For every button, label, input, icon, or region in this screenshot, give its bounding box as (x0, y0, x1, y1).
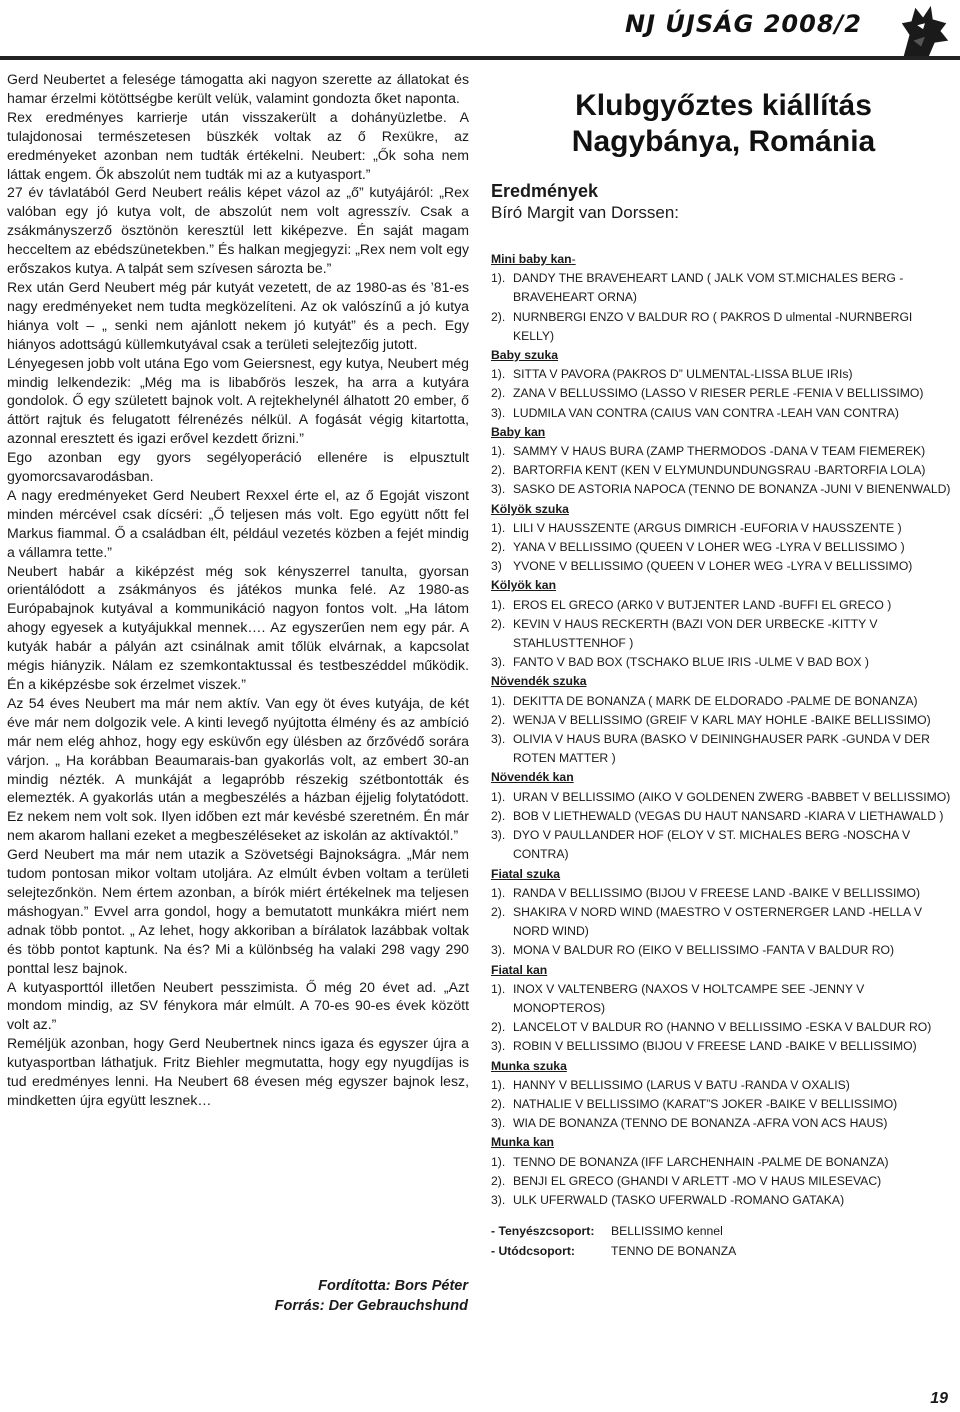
article-paragraph: Gerd Neubertet a felesége támogatta aki nagyon szerette az állatokat és hamar érzelmi kötöttségbe került velük, valamint gondozta őket naponta. (7, 71, 469, 106)
article-paragraph: 27 év távlatából Gerd Neubert reális képet vázol az „ő” kutyájáról: „Rex valóban egy jó kutya volt, de abszolút nem volt agresszív. Csak a zsákmányszerző ösztönön keresztül lett kiképezve. Én saját magam hecceltem az ebédszünetekben.” És halkan megjegyzi: „Rex nem volt egy erőszakos kutya. A talpát sem szívesen sározta be.” (7, 184, 469, 277)
result-entry (491, 1076, 956, 1095)
result-entry (491, 1153, 956, 1172)
dog-entry: BENJI EL GRECO (GHANDI V ARLETT -MO V HAUS MILESEVAC) (513, 1173, 882, 1188)
result-entry (491, 480, 956, 499)
placement: 3). (491, 1116, 506, 1131)
dog-entry: ROBIN V BELLISSIMO (BIJOU V FREESE LAND -BAIKE V BELLISSIMO) (513, 1039, 917, 1054)
summary-label: - Utódcsoport: (491, 1243, 575, 1258)
summary-row (491, 1242, 956, 1262)
dog-entry: TENNO DE BONANZA (IFF LARCHENHAIN -PALME DE BONANZA) (513, 1154, 889, 1169)
result-entry (491, 442, 956, 461)
dog-entry: DYO V PAULLANDER HOF (ELOY V ST. MICHALES BERG -NOSCHA V CONTRA) (513, 828, 911, 862)
dog-entry: ZANA V BELLUSSIMO (LASSO V RIESER PERLE -FENIA V BELLISSIMO) (513, 386, 924, 401)
source-credit: Forrás: Der Gebrauchshund (274, 1298, 468, 1314)
page-number: 19 (930, 1390, 948, 1407)
dog-entry: DANDY THE BRAVEHEART LAND ( JALK VOM ST.MICHALES BERG - BRAVEHEART ORNA) (513, 271, 904, 305)
class-name: Mini baby kan (491, 252, 572, 266)
class-heading (491, 576, 956, 595)
dog-entry: DEKITTA DE BONANZA ( MARK DE ELDORADO -PALME DE BONANZA) (513, 693, 918, 708)
article-credits (240, 1276, 468, 1316)
article-paragraph: Lényegesen jobb volt utána Ego vom Geiersnest, egy kutya, Neubert még mindig lelkendezik: „Még ma is libabőrös leszek, ha arra a kutyára gondolok. Ő egy született bajnok volt. A rejtekhelynél álhatott 20 ember, ő áttört rajtuk és felugatott félrenézés nélkül. A fogását végig kitartotta, azonnal eresztett és igazi erővel kezdett őrizni.” (7, 354, 469, 447)
class-heading (491, 1057, 956, 1076)
result-entry (491, 692, 956, 711)
article-paragraph: A kutyasporttól illetően Neubert pesszimista. Ő még 20 évet ad. „Azt mondom mindig, az SV fénykora már elmúlt. A 70-es 90-es évek között volt az.” (7, 978, 469, 1033)
results-list (491, 250, 956, 1210)
result-entry (491, 596, 956, 615)
class-name: Fiatal szuka (491, 866, 561, 881)
placement: 2). (491, 1020, 506, 1035)
placement: 1). (491, 885, 506, 900)
dog-entry: SAMMY V HAUS BURA (ZAMP THERMODOS -DANA V TEAM FIEMEREK) (513, 444, 926, 459)
result-entry (491, 615, 956, 653)
dog-entry: EROS EL GRECO (ARK0 V BUTJENTER LAND -BUFFI EL GRECO ) (513, 597, 892, 612)
translator-credit: Fordította: Bors Péter (318, 1278, 468, 1294)
dog-entry: RANDA V BELLISSIMO (BIJOU V FREESE LAND -BAIKE V BELLISSIMO) (513, 885, 921, 900)
placement: 2). (491, 309, 506, 324)
class-heading (491, 768, 956, 787)
dog-entry: BOB V LIETHEWALD (VEGAS DU HAUT NANSARD -KIARA V LIETHAWALD ) (513, 808, 944, 823)
result-entry (491, 519, 956, 538)
class-name: Baby szuka (491, 348, 559, 363)
article-paragraph: Az 54 éves Neubert ma már nem aktív. Van egy öt éves kutyája, de két éve már nem dolgozik vele. A kinti levegő nyújtotta élmény és az ambíció már nem elég ahhoz, hogy egy esküvőn egy ülésben az őrzővédő sorára várjon. „ Ha korábban Beaumarais-ban gyakorlás volt, az embert 30-an mindig nézték. A munkáját a legapróbb részekig szétbontották és elemezték. A gyakorlás után a megbeszélés a házban éjjelig folytatódott. Ez nekem nem volt sok. Ilyen időben ezt már kevésbé szeretném. Én már nem akarom hallani ezeket a megbeszéléseket az iskolán az aktívaktól.” (7, 694, 469, 844)
dog-entry: NURNBERGI ENZO V BALDUR RO ( PAKROS D ulmental -NURNBERGI KELLY) (513, 309, 913, 343)
placement: 2). (491, 1173, 506, 1188)
dog-entry: SHAKIRA V NORD WIND (MAESTRO V OSTERNERGER LAND -HELLA V NORD WIND) (513, 904, 923, 939)
dog-entry: SASKO DE ASTORIA NAPOCA (TENNO DE BONANZA -JUNI V BIENENWALD) (513, 482, 951, 497)
class-heading (491, 500, 956, 519)
dog-entry: WIA DE BONANZA (TENNO DE BONANZA -AFRA VON ACS HAUS) (513, 1116, 888, 1131)
placement: 2). (491, 616, 506, 631)
show-results (491, 88, 956, 1261)
summary-value: TENNO DE BONANZA (611, 1243, 737, 1258)
results-summary (491, 1222, 956, 1261)
placement: 1). (491, 981, 506, 996)
article-paragraph: A nagy eredményeket Gerd Neubert Rexxel érte el, az ő Egoját viszont minden mércével csak dícséri: „Ő teljesen más volt. Ego együtt nőtt fel Markus fiammal. Ő a családban élt, például vezetés közben a fejét mindig a vállamra tette.” (7, 486, 469, 560)
placement: 1). (491, 1077, 506, 1092)
result-entry (491, 1172, 956, 1191)
dog-entry: SITTA V PAVORA (PAKROS D” ULMENTAL-LISSA BLUE IRIs) (513, 367, 853, 382)
result-entry (491, 1114, 956, 1133)
article-paragraph: Neubert habár a kiképzést még sok kényszerrel tanulta, gyorsan orientálódott a zsákmányos és játékos munka felé. Az 1980-as Európabajnok kutyával a kommunikáció nagyon fontos volt. „Ha látom ahogy egyesek a kutyájukkal mennek…. Az egyszerűen nem egy pár. A kutyák habár a pályán azt csinálnak amit tőlük elvárnak, a kapcsolat mégis hiányzik. Nálam ez szemkontaktussal és testbeszéddel működik. Én a kiképzésbe sok érzelmet viszek.” (7, 562, 469, 692)
class-heading (491, 250, 956, 269)
dog-entry: OLIVIA V HAUS BURA (BASKO V DEININGHAUSER PARK -GUNDA V DER ROTEN MATTER ) (513, 732, 930, 766)
article-paragraph: Rex után Gerd Neubert még pár kutyát vezetett, de az 1980-as és ’81-es nagy eredményeket nem tudta megközelíteni. Az ok valószínű a jó kutya hiánya volt – „ senki nem ajánlott nekem jó kutyát” és a pech. Egy hiányos adottságú küllemkutyával csak a területi selejtezőig jutott. (7, 278, 469, 352)
result-entry (491, 903, 956, 941)
summary-label: - Tenyészcsoport: (491, 1224, 595, 1239)
result-entry (491, 711, 956, 730)
header-rule (0, 56, 960, 60)
article-body (7, 70, 469, 1110)
placement: 1). (491, 367, 506, 382)
placement: 3). (491, 943, 506, 958)
placement: 3). (491, 655, 506, 670)
placement: 3). (491, 1039, 506, 1054)
placement: 2). (491, 463, 506, 478)
placement: 1). (491, 271, 506, 286)
dog-entry: INOX V VALTENBERG (NAXOS V HOLTCAMPE SEE -JENNY V MONOPTEROS) (513, 981, 865, 1015)
show-title: Klubgyőztes kiállítás Nagybánya, Románia (571, 89, 876, 158)
placement: 3). (491, 405, 506, 420)
result-entry (491, 404, 956, 423)
placement: 3). (491, 732, 506, 747)
result-entry (491, 1095, 956, 1114)
class-name: Baby kan (491, 424, 546, 439)
class-name: Munka kan (491, 1135, 554, 1150)
result-entry (491, 308, 956, 346)
result-entry (491, 807, 956, 826)
result-entry (491, 269, 956, 307)
result-entry (491, 1037, 956, 1056)
result-entry (491, 980, 956, 1018)
placement: 2). (491, 1096, 506, 1111)
class-name: Kölyök kan (491, 578, 557, 593)
result-entry (491, 557, 956, 576)
dog-entry: LUDMILA VAN CONTRA (CAIUS VAN CONTRA -LEAH VAN CONTRA) (513, 405, 899, 420)
summary-value: BELLISSIMO kennel (611, 1224, 723, 1239)
dog-entry: MONA V BALDUR RO (EIKO V BELLISSIMO -FANTA V BALDUR RO) (513, 943, 895, 958)
article-paragraph: Gerd Neubert ma már nem utazik a Szövetségi Bajnokságra. „Már nem tudom pontosan mikor voltam utoljára. Az elmúlt évben voltam a területi selejtezőnkön. Nem értem azonban, a bírók miért értékelnek ma teljesen máshogyan.” Evvel arra gondol, hogy a bemutatott munkákra miért nem adnak több pontot. „ Az lehet, hogy akkoriban a bírálatok lazábbak voltak és több pontot kaptunk. Na és? Mi a különbség ha valaki 298 vagy 290 ponttal lesz bajnok. (7, 846, 469, 976)
class-heading (491, 865, 956, 884)
placement: 1). (491, 444, 506, 459)
class-heading (491, 961, 956, 980)
class-name: Növendék szuka (491, 674, 587, 689)
result-entry (491, 653, 956, 672)
dog-entry: HANNY V BELLISSIMO (LARUS V BATU -RANDA V OXALIS) (513, 1077, 850, 1092)
placement: 3). (491, 482, 506, 497)
placement: 1). (491, 597, 506, 612)
class-name: Növendék kan (491, 770, 574, 785)
dog-entry: NATHALIE V BELLISSIMO (KARAT”S JOKER -BAIKE V BELLISSIMO) (513, 1096, 898, 1111)
placement: 1). (491, 789, 506, 804)
placement: 2). (491, 386, 506, 401)
placement: 1). (491, 1154, 506, 1169)
placement: 1). (491, 520, 506, 535)
class-heading (491, 346, 956, 365)
placement: 2). (491, 904, 506, 919)
dog-entry: LANCELOT V BALDUR RO (HANNO V BELLISSIMO -ESKA V BALDUR RO) (513, 1020, 932, 1035)
placement: 3) (491, 559, 502, 574)
dog-entry: KEVIN V HAUS RECKERTH (BAZI VON DER URBECKE -KITTY V STAHLUSTTENHOF ) (513, 616, 878, 651)
result-entry (491, 730, 956, 768)
class-name: Munka szuka (491, 1058, 567, 1073)
dog-entry: WENJA V BELLISSIMO (GREIF V KARL MAY HOHLE -BAIKE BELLISSIMO) (513, 712, 931, 727)
results-heading: Eredmények (491, 181, 599, 201)
result-entry (491, 1018, 956, 1037)
dog-entry: FANTO V BAD BOX (TSCHAKO BLUE IRIS -ULME V BAD BOX ) (513, 655, 869, 670)
result-entry (491, 788, 956, 807)
placement: 1). (491, 693, 506, 708)
result-entry (491, 538, 956, 557)
dog-entry: YANA V BELLISSIMO (QUEEN V LOHER WEG -LYRA V BELLISSIMO ) (513, 540, 905, 555)
article-paragraph: Rex eredményes karrierje után visszakerült a dohányüzletbe. A tulajdonosai természetesen büszkék voltak az ő Rexükre, az eredményeket azonban nem tudták értékelni. Neubert: „Ők soha nem láttak engem. Ők abszolút nem tudták mi az a kutyasport.” (7, 108, 469, 182)
placement: 3). (491, 828, 506, 843)
judge-line: Bíró Margit van Dorssen: (491, 203, 680, 222)
dog-entry: BARTORFIA KENT (KEN V ELYMUNDUNDUNGSRAU -BARTORFIA LOLA) (513, 463, 926, 478)
placement: 2). (491, 808, 506, 823)
dog-entry: URAN V BELLISSIMO (AIKO V GOLDENEN ZWERG -BABBET V BELLISSIMO) (513, 789, 951, 804)
result-entry (491, 941, 956, 960)
article-paragraph: Ego azonban egy gyors segélyoperáció ellenére is elpusztult gyomorcsavarodásban. (7, 449, 469, 485)
dog-head-icon (896, 2, 954, 60)
result-entry (491, 384, 956, 403)
summary-row (491, 1222, 956, 1242)
dog-entry: LILI V HAUSSZENTE (ARGUS DIMRICH -EUFORIA V HAUSSZENTE ) (513, 520, 902, 535)
article-paragraph: Reméljük azonban, hogy Gerd Neubertnek nincs igaza és egyszer újra a kutyasportban láthatjuk. Fritz Biehler megmutatta, hogy egy nyugdíjas is tud eredményes lenni. Ha Neubert 68 évesen még egyszer bajnok lesz, mindketten újra együtt lesznek… (7, 1035, 469, 1108)
class-heading (491, 1133, 956, 1152)
class-name: Fiatal kan (491, 962, 548, 977)
placement: 3). (491, 1192, 506, 1207)
magazine-title: NJ ÚJSÁG 2008/2 (625, 10, 862, 38)
class-heading (491, 423, 956, 442)
placement: 2). (491, 712, 506, 727)
result-entry (491, 365, 956, 384)
dog-entry: YVONE V BELLISSIMO (QUEEN V LOHER WEG -LYRA V BELLISSIMO) (513, 559, 913, 574)
class-heading (491, 672, 956, 691)
class-name: Kölyök szuka (491, 501, 569, 516)
result-entry (491, 884, 956, 903)
result-entry (491, 826, 956, 864)
dog-entry: ULK UFERWALD (TASKO UFERWALD -ROMANO GATAKA) (513, 1192, 845, 1207)
result-entry (491, 1191, 956, 1210)
result-entry (491, 461, 956, 480)
placement: 2). (491, 540, 506, 555)
class-suffix: - (571, 252, 576, 266)
